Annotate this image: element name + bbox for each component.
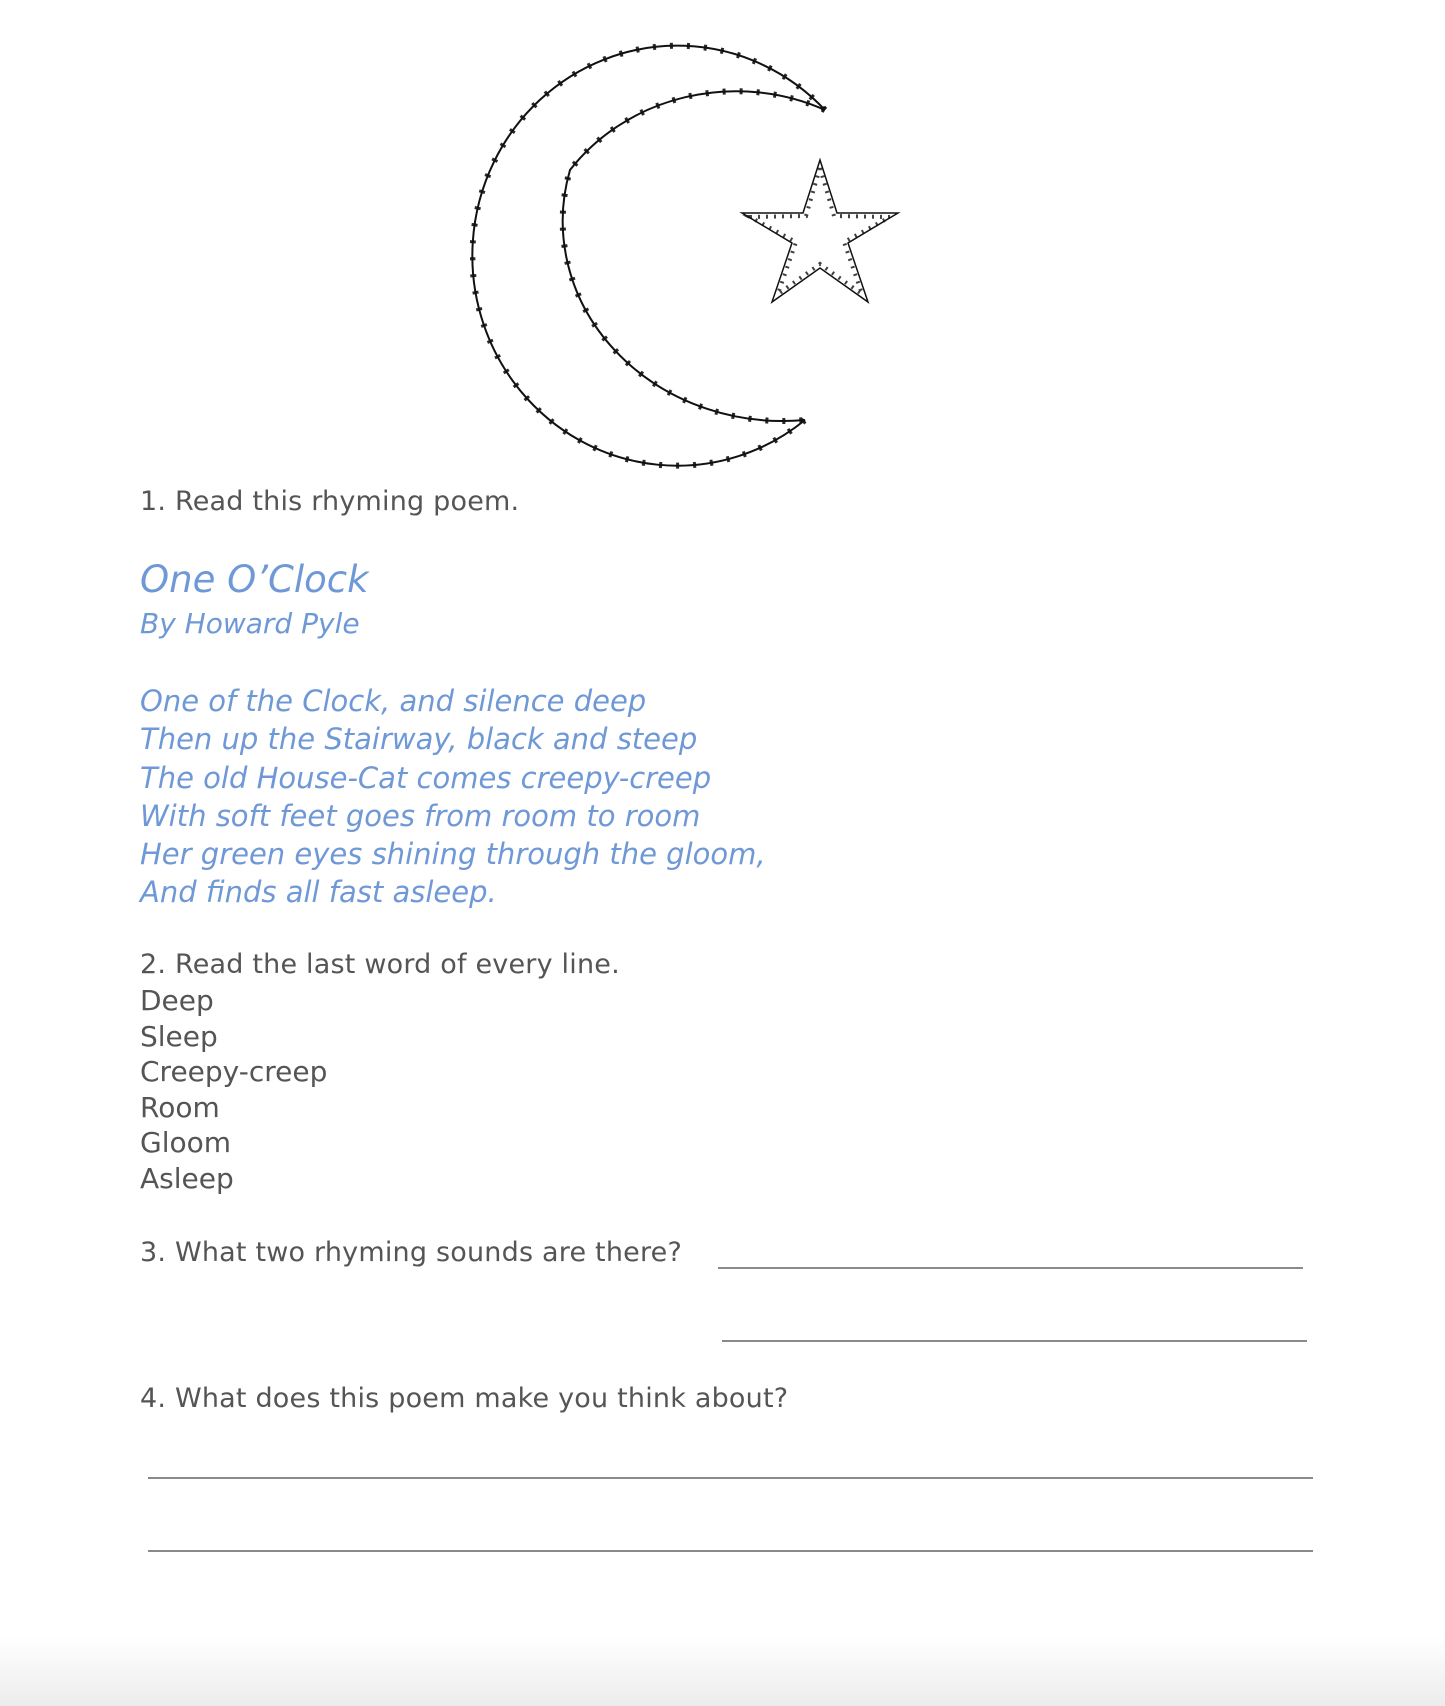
last-word-item: Asleep bbox=[140, 1161, 234, 1195]
last-word-item: Creepy-creep bbox=[140, 1055, 328, 1088]
poem-line: The old House-Cat comes creepy-creep bbox=[140, 760, 712, 795]
question-3-answer-line-2[interactable] bbox=[722, 1340, 1307, 1342]
question-4-label: 4. What does this poem make you think about? bbox=[140, 1383, 789, 1414]
last-word-item: Gloom bbox=[140, 1126, 232, 1159]
poem-line: Her green eyes shining through the gloom, bbox=[140, 837, 766, 872]
last-word-item: Sleep bbox=[140, 1019, 218, 1053]
question-3-label: 3. What two rhyming sounds are there? bbox=[140, 1237, 682, 1268]
last-word-item: Room bbox=[140, 1090, 220, 1124]
star-outline bbox=[742, 160, 898, 302]
question-4-answer-line-1[interactable] bbox=[148, 1477, 1313, 1479]
question-1-label: 1. Read this rhyming poem. bbox=[140, 486, 520, 517]
question-2-label: 2. Read the last word of every line. bbox=[140, 949, 620, 980]
page-bottom-shadow bbox=[0, 1636, 1445, 1706]
poem-line: Then up the Stairway, black and steep bbox=[140, 722, 698, 757]
question-3-answer-line-1[interactable] bbox=[718, 1267, 1303, 1269]
crescent-moon-and-star-icon bbox=[470, 10, 990, 480]
poem-line: With soft feet goes from room to room bbox=[140, 798, 701, 833]
question-4-answer-line-2[interactable] bbox=[148, 1550, 1313, 1552]
last-words-list bbox=[140, 983, 327, 1196]
poem-line: And finds all fast asleep. bbox=[140, 875, 497, 910]
last-word-item: Deep bbox=[140, 984, 214, 1017]
poem-body bbox=[140, 682, 766, 912]
poem-author: By Howard Pyle bbox=[140, 607, 360, 640]
crescent-inner-arc bbox=[563, 91, 825, 421]
crescent-inner-ornament bbox=[563, 91, 825, 421]
poem-title: One O’Clock bbox=[140, 558, 369, 601]
poem-line: One of the Clock, and silence deep bbox=[140, 684, 647, 718]
